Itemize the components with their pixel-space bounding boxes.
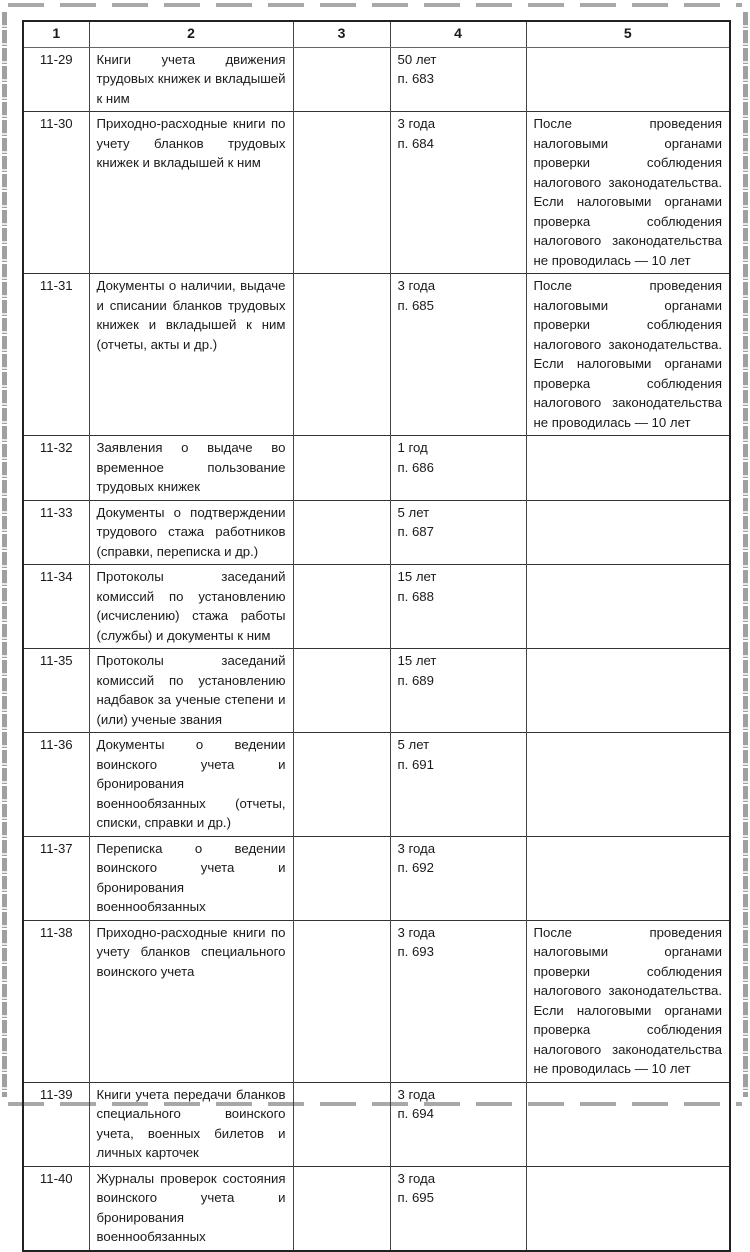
column-3-cell: [293, 649, 390, 733]
note: [526, 436, 730, 501]
column-3-cell: [293, 1082, 390, 1166]
article-number: 11-36: [23, 733, 89, 837]
retention-period-cell: [390, 836, 526, 920]
column-header-2: 2: [89, 21, 293, 47]
note: После проведения налоговыми органами проверки соблюдения налогового законодательства. Если налоговыми органами проверка соблюдения налогового законодательства не проводилась — 10 лет: [526, 274, 730, 436]
article-number: 11-35: [23, 649, 89, 733]
document-type: Книги учета движения трудовых книжек и вкладышей к ним: [89, 47, 293, 112]
document-type: Книги учета передачи бланков специального воинского учета, военных билетов и личных карточек: [89, 1082, 293, 1166]
retention-period-cell: [390, 733, 526, 837]
article-number: 11-31: [23, 274, 89, 436]
column-3-cell: [293, 274, 390, 436]
retention-period-cell: [390, 436, 526, 501]
table-row: [23, 1166, 730, 1251]
retention-period-cell: [390, 500, 526, 565]
retention-period: 15 лет: [397, 569, 437, 584]
note: [526, 47, 730, 112]
article-reference: п. 694: [397, 1106, 434, 1121]
retention-period: 5 лет: [397, 504, 430, 520]
column-3-cell: [293, 112, 390, 274]
decorative-top-border: [8, 3, 742, 7]
document-type: Протоколы заседаний комиссий по установлению надбавок за ученые степени и (или) ученые звания: [89, 649, 293, 733]
retention-period: 15 лет: [397, 653, 437, 668]
note: [526, 733, 730, 837]
retention-period-cell: [390, 649, 526, 733]
article-number: 11-38: [23, 920, 89, 1082]
retention-period-cell: [390, 920, 526, 1082]
article-number: 11-37: [23, 836, 89, 920]
retention-schedule-table: [22, 20, 731, 1252]
retention-period: 1 год: [397, 440, 428, 455]
retention-period-cell: [390, 565, 526, 649]
retention-period: 5 лет: [397, 737, 430, 752]
retention-period: 3 года: [397, 116, 436, 131]
retention-period-cell: [390, 112, 526, 274]
document-type: Приходно-расходные книги по учету бланков трудовых книжек и вкладышей к ним: [89, 112, 293, 274]
table-row: [23, 836, 730, 920]
retention-period: 3 года: [397, 1170, 436, 1186]
column-header-5: 5: [526, 21, 730, 47]
column-3-cell: [293, 733, 390, 837]
table-row: [23, 112, 730, 274]
table-row: [23, 274, 730, 436]
article-reference: п. 688: [397, 588, 434, 604]
document-type: Приходно-расходные книги по учету бланков специального воинского учета: [89, 920, 293, 1082]
table-row: [23, 649, 730, 733]
column-header-4: 4: [390, 21, 526, 47]
note: [526, 836, 730, 920]
column-3-cell: [293, 500, 390, 565]
column-3-cell: [293, 1166, 390, 1251]
note: [526, 500, 730, 565]
table-row: [23, 565, 730, 649]
document-type: Заявления о выдаче во временное пользование трудовых книжек: [89, 436, 293, 501]
article-reference: п. 686: [397, 459, 434, 475]
column-header-1: 1: [23, 21, 89, 47]
article-number: 11-39: [23, 1082, 89, 1166]
retention-period: 3 года: [397, 924, 436, 940]
retention-period: 3 года: [397, 840, 436, 856]
retention-period-cell: [390, 1082, 526, 1166]
column-3-cell: [293, 920, 390, 1082]
note: [526, 1082, 730, 1166]
column-3-cell: [293, 836, 390, 920]
document-type: Протоколы заседаний комиссий по установлению (исчислению) стажа работы (службы) и документы к ним: [89, 565, 293, 649]
note: [526, 1166, 730, 1251]
decorative-right-border: [743, 12, 748, 1097]
retention-period-cell: [390, 1166, 526, 1251]
article-reference: п. 695: [397, 1190, 434, 1205]
document-type: Переписка о ведении воинского учета и бронирования военнообязанных: [89, 836, 293, 920]
column-header-3: 3: [293, 21, 390, 47]
article-number: 11-34: [23, 565, 89, 649]
retention-period-cell: [390, 47, 526, 112]
document-type: Документы о наличии, выдаче и списании бланков трудовых книжек и вкладышей к ним (отчеты, акты и др.): [89, 274, 293, 436]
article-reference: п. 684: [397, 135, 434, 151]
article-number: 11-33: [23, 500, 89, 565]
retention-period: 3 года: [397, 278, 436, 293]
article-reference: п. 691: [397, 756, 434, 772]
decorative-left-border: [2, 12, 7, 1097]
column-3-cell: [293, 47, 390, 112]
article-reference: п. 692: [397, 860, 434, 875]
table-row: [23, 436, 730, 501]
retention-period-cell: [390, 274, 526, 436]
header-row: [23, 21, 730, 47]
article-reference: п. 685: [397, 297, 434, 313]
article-reference: п. 689: [397, 672, 434, 688]
table-row: [23, 1082, 730, 1166]
article-reference: п. 687: [397, 524, 434, 539]
table-row: [23, 47, 730, 112]
article-reference: п. 683: [397, 71, 434, 86]
retention-period: 50 лет: [397, 51, 437, 67]
note: [526, 565, 730, 649]
table-row: [23, 500, 730, 565]
note: После проведения налоговыми органами проверки соблюдения налогового законодательства. Если налоговыми органами проверка соблюдения налогового законодательства не проводилась — 10 лет: [526, 920, 730, 1082]
table-body: [23, 47, 730, 1251]
column-3-cell: [293, 436, 390, 501]
document-type: Документы о ведении воинского учета и бронирования военнообязанных (отчеты, списки, справки и др.): [89, 733, 293, 837]
document-type: Журналы проверок состояния воинского учета и бронирования военнообязанных: [89, 1166, 293, 1251]
retention-period: 3 года: [397, 1086, 436, 1102]
article-number: 11-40: [23, 1166, 89, 1251]
table-row: [23, 733, 730, 837]
note: [526, 649, 730, 733]
article-number: 11-30: [23, 112, 89, 274]
article-reference: п. 693: [397, 944, 434, 959]
article-number: 11-29: [23, 47, 89, 112]
article-number: 11-32: [23, 436, 89, 501]
document-type: Документы о подтверждении трудового стажа работников (справки, переписка и др.): [89, 500, 293, 565]
table-row: [23, 920, 730, 1082]
column-3-cell: [293, 565, 390, 649]
note: После проведения налоговыми органами проверки соблюдения налогового законодательства. Если налоговыми органами проверка соблюдения налогового законодательства не проводилась — 10 лет: [526, 112, 730, 274]
